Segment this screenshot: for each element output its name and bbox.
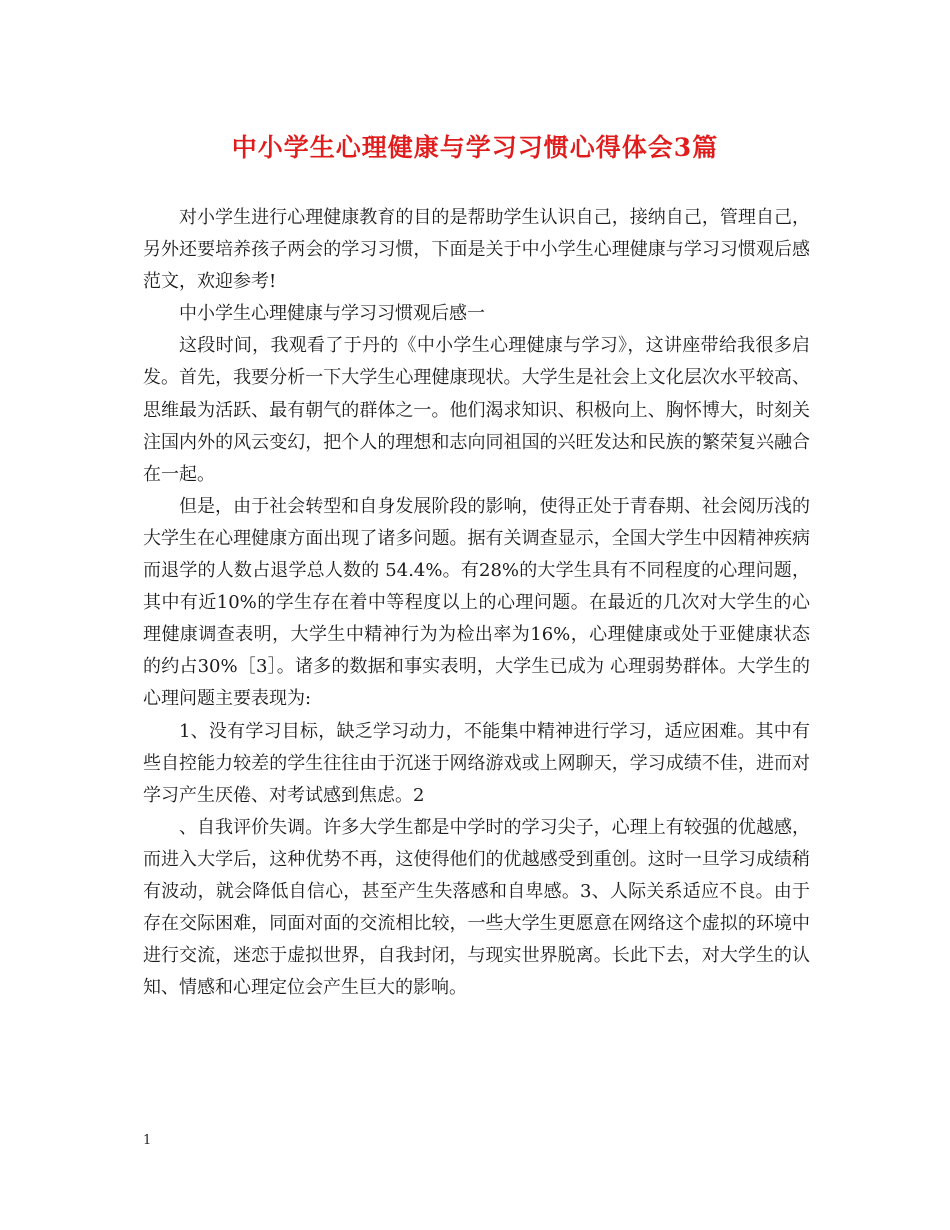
paragraph-intro: 对小学生进行心理健康教育的目的是帮助学生认识自己，接纳自己，管理自己，另外还要培养孩子两会的学习习惯，下面是关于中小学生心理健康与学习习惯观后感范文，欢迎参考! [143, 207, 810, 293]
paragraph-subheading: 中小学生心理健康与学习习惯观后感一 [179, 303, 485, 325]
paragraph-body-1: 这段时间，我观看了于丹的《中小学生心理健康与学习》，这讲座带给我很多启发。首先，我要分析一下大学生心理健康现状。大学生是社会上文化层次水平较高、思维最为活跃、最有朝气的群体之一。他们渴求知识、积极向上、胸怀博大，时刻关注国内外的风云变幻，把个人的理想和志向同祖国的兴旺发达和民族的繁荣复兴融合在一起。 [143, 335, 810, 485]
paragraph-body-4: 、自我评价失调。许多大学生都是中学时的学习尖子，心理上有较强的优越感，而进入大学后，这种优势不再，这使得他们的优越感受到重创。这时一旦学习成绩稍有波动，就会降低自信心，甚至产生失落感和自卑感。3、人际关系适应不良。由于存在交际困难，同面对面的交流相比较，一些大学生更愿意在网络这个虚拟的环境中进行交流，迷恋于虚拟世界，自我封闭，与现实世界脱离。长此下去，对大学生的认知、情感和心理定位会产生巨大的影响。 [143, 816, 810, 999]
document-title: 中小学生心理健康与学习习惯心得体会3篇 [231, 133, 719, 162]
document-body [143, 202, 810, 1004]
paragraph-body-3: 1、没有学习目标，缺乏学习动力，不能集中精神进行学习，适应困难。其中有些自控能力较差的学生往往由于沉迷于网络游戏或上网聊天，学习成绩不佳，进而对学习产生厌倦、对考试感到焦虑。2 [143, 720, 810, 806]
page-number: 1 [143, 1133, 152, 1148]
paragraph-body-2: 但是，由于社会转型和自身发展阶段的影响，使得正处于青春期、社会阅历浅的大学生在心理健康方面出现了诸多问题。据有关调查显示，全国大学生中因精神疾病而退学的人数占退学总人数的 54.4%。有28%的大学生具有不同程度的心理问题，其中有近10%的学生存在着中等程度以上的心理问题。在最近的几次对大学生的心理健康调查表明，大学生中精神行为为检出率为16%，心理健康或处于亚健康状态的约占30%［3］。诸多的数据和事实表明，大学生已成为 心理弱势群体。大学生的心理问题主要表现为: [143, 495, 810, 710]
